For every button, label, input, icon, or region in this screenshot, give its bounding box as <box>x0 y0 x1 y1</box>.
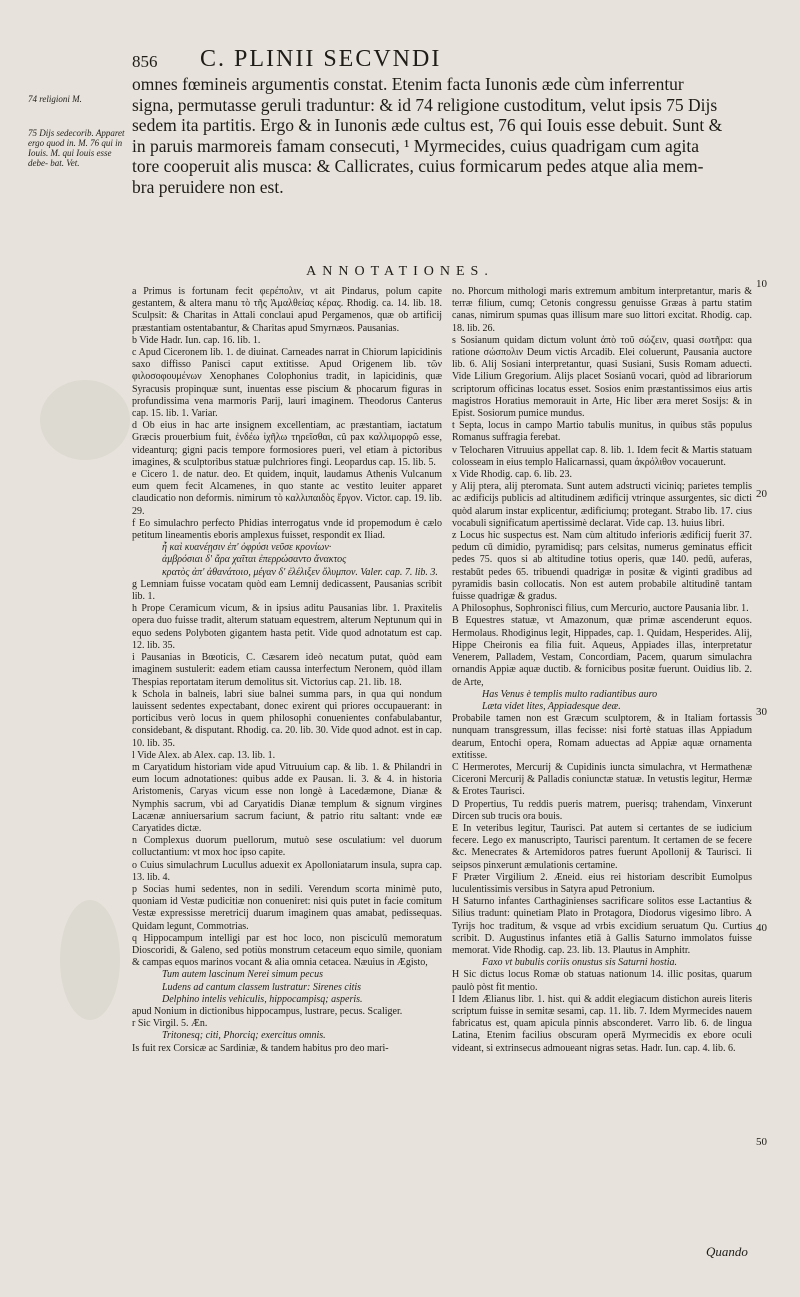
line-number-50: 50 <box>756 1136 767 1148</box>
annotation-p: p Socias humi sedentes, non in sedili. Verendum scorta minimè puto, quoniam id Vestæ pudicitiæ non conueniret: nisi quis putet in facie comitum Vestæ expressisse meretricij duarum imaginem quas amabat, pedissequas. Quidam legunt, Commotrias. <box>132 883 442 932</box>
annotation-B: B Equestres statuæ, vt Amazonum, quæ primæ ascenderunt equos. Hermolaus. Rhodiginus legit, Hippades, cap. 1. Quidam, Hesperides. Alij, Hippe Cheironis ea filia fuit. Aqueus, Appiades illas, interpretatur Venerem, Palladem, Vestam, Concordiam, Pacem, quarum simulachra ornandis Appiæ aquæ ductib. & fornicibus positæ fuerunt. Ouidius lib. 2. de Arte, <box>452 615 752 688</box>
annotation-r-cont: no. Phorcum mithologi maris extremum ambitum interpretantur, maris & terræ filium, cumq; Cetonis congressu genuisse Græas à partu statim canas, nimirum spumas quas illisum mare suo littori excitat. Rhodig. cap. 18. lib. 26. <box>452 286 752 334</box>
line-number-30: 30 <box>756 706 767 718</box>
main-text-line: in paruis marmoreis famam consecuti, ¹ Myrmecides, cuius quadrigam cum agita <box>132 135 700 156</box>
annotation-v: v Telocharen Vitruuius appellat cap. 8. lib. 1. Idem fecit & Martis statuam colosseam in eius templo Halicarnassi, quam ἀκρόλιθον vocauerunt. <box>452 444 752 468</box>
annotation-E: E In veteribus legitur, Taurisci. Pat autem si certantes de se iudicium fecere. Lego ex manuscripto, Taurisci parentum. It certamen de se fecere &c. Menecrates & Artemidoros patres fuerunt Apollonij & Taurisci. Ii seipsos pinxerunt æmulationis certamine. <box>452 822 752 871</box>
annotation-B-cont: Probabile tamen non est Græcum sculptorem, & in Italiam fortassis nunquam transgressum, illas fecisse: nisi fortè statuas illas Appiadum dearum, Entochi opera, Romam aduectas ad Appiæ aquæ ornamenta extitisse. <box>452 713 752 761</box>
running-head: C. PLINII SECVNDI <box>200 46 442 72</box>
annotation-m: m Caryatidum historiam vide apud Vitruuium cap. & lib. 1. & Philandri in eum locum adnotationes: quibus adde ex Pausan. li. 3. & 4. in historia Aristomenis, Caryas vicum esse non longè à Lacedæmone, Dianæ & Nymphis sacrum, vbi ad Caryatidis Dianæ templum & signum virgines Lacænæ anniuersarium sacrum faciunt, & patrio ritu saltant: vnde eæ Caryatides dictæ. <box>132 761 442 834</box>
main-text-line: bra peruidere non est. <box>132 176 284 197</box>
annotation-z: z Locus hic suspectus est. Nam cùm altitudo inferioris ædificij fuerit 37. pedum cū dimidio, pyramidisq; pars celsitas, numerus geminatus efficit pedes 75. quos si ab altitudine totius operis, quæ 140. pedū, auferas, restabūt pedes 65. tribuendi quadrigæ in positæ & viginti gradibus ad pyramidis basin collocatis. Non est autem probabile altitudinē tantam fuisse quadrigæ & gradus. <box>452 530 752 603</box>
annotation-g: g Lemniam fuisse vocatam quòd eam Lemnij dedicassent, Pausanias scribit lib. 1. <box>132 578 442 603</box>
annotation-c: c Apud Ciceronem lib. 1. de diuinat. Carneades narrat in Chiorum lapicidinis saxo diffisso Panisci caput extitisse. Apud Origenem lib. τῶν φιλοσοφουμένων Xenophanes Colophonius tradit, in lapicidinis, quæ Syracusis propinquæ sunt, inuentas esse piscium & phocarum figuras in profundissima vena marmoris Parij, lauri imaginem. Theodorus Canterus cap. 15. lib. 1. Variar. <box>132 347 442 420</box>
annotation-C: C Hermerotes, Mercurij & Cupidinis iuncta simulachra, vt Hermathenæ Ciceroni Mercurij & Palladis coniunctæ statuæ. In vetustis legitur, Hermæ & Erotes Taurisci. <box>452 761 752 798</box>
greek-verse: ἦ καὶ κυανέῃσιν ἐπ' ὀφρύσι νεῦσε κρονίων· <box>162 542 332 554</box>
catchword: Quando <box>706 1244 748 1259</box>
annotation-y: y Alij ptera, alij pteromata. Sunt autem adstructi viciniq; parietes templis ac ædificijs publicis ad altitudinem ædificij vtrinque assurgentes, sic dicti quòd alarum instar explicentur, ædificiumq; protegant. Strabo lib. 17. cius vocabuli significatum apertissimè declarat. Vide cap. 13. huius libri. <box>452 481 752 529</box>
annotation-q: q Hippocampum intelligi par est hoc loco, non pisciculū memoratum Dioscoridi, & Galeno, sed potiùs monstrum cetaceum equo simile, quoniam & campas equos marinos vocant & alia omnia cetacea. Næuius in Ægisto, <box>132 932 442 969</box>
annotation-h: h Prope Ceramicum vicum, & in ipsius aditu Pausanias libr. 1. Praxitelis opera duo fuisse tradit, alterum statuam equestrem, alterum Neptunum qui in equo sedens Polyboten gigantem hasta petit. Vide quod adnotatum est cap. 12. lib. 35. <box>132 603 442 651</box>
margin-note-74: 74 religioni M. <box>28 94 82 104</box>
verse-quote: Ludens ad cantum classem lustratur: Sirenes citis <box>162 981 362 993</box>
annotation-l: l Vide Alex. ab Alex. cap. 13. lib. 1. <box>132 749 276 761</box>
verse-quote: Læta videt lites, Appiadesque deæ. <box>482 700 621 712</box>
line-number-10: 10 <box>756 278 767 290</box>
annotation-a: a Primus is fortunam fecit φερέπολιν, vt ait Pindarus, polum capite gestantem, & altera manu τὸ τῆς Ἀμαλθείας κέρας. Rhodig. ca. 14. lib. 18. Sculpsit: & Charitas in Attali conclaui apud Pergamenos, quæ ob artificij præstantiam ostentabantur, & Charitas apud Smyrnæos. Pausanias. <box>132 286 442 334</box>
annotation-x: x Vide Rhodig. cap. 6. lib. 23. <box>452 469 573 481</box>
annotation-i: i Pausanias in Bœoticis, C. Cæsarem ideò necatum putat, quòd eam imaginem sustulerit: eadem etiam caussa interfectum Neronem, quòd illam Thespias reportatam iterum demolitus sit. Victorius cap. 21. lib. 18. <box>132 652 442 688</box>
main-text-line: tore cooperuit alis musca: & Callicrates, cuius formicarum pedes atque alia mem- <box>132 156 704 176</box>
annotation-d: d Ob eius in hac arte insignem excellentiam, ac præstantiam, iactatum Græcis prouerbium fuit, ἐνδέω ἰχῆλω τηρεῖσθαι, cû pax καλλιμορφῶ esse, videanturq; gigni pacis tempore formosiores pueri, vel etiam à pictoribus imagines, & sculptoribus statuæ pulchriores fingi. Leopardus cap. 15. lib. 5. <box>132 420 442 468</box>
annotation-H: H Saturno infantes Carthaginienses sacrificare solitos esse Lactantius & Silius tradunt: quinetiam Plato in Protagora, Diodorus vigesimo libro. A Tyrijs hoc traditum, & vsque ad vrbis excidium seruatum Qu. Curtius scribit. D. Augustinus infantes etiā à Gallis Saturno immolatos fuisse memorat. Vide Rhodig. cap. 23. lib. 13. Plautus in Amphitr. <box>452 896 752 956</box>
annotation-f: f Eo simulachro perfecto Phidias interrogatus vnde id propemodum è cælo petitum lineamentis eboris amplexus fuisset, respondit ex Iliad. <box>132 517 442 542</box>
annotation-F: F Præter Virgilium 2. Æneid. eius rei historiam describit Eumolpus luculentissimis versibus in Satyra apud Petronium. <box>452 871 752 895</box>
line-number-20: 20 <box>756 488 767 500</box>
greek-verse: ἀμβρόσιαι δ' ἄρα χαῖται ἐπερρώσαντο ἄνακτος <box>162 554 347 566</box>
annotation-D: D Propertius, Tu reddis pueris matrem, puerisq; trahendam, Vinxerunt Dircen sub trucis ora bouis. <box>452 798 752 822</box>
annotations-right-column <box>452 286 752 1055</box>
main-text-line: sedem ita partitis. Ergo & in Iunonis æde cultus est, 76 qui Iouis esse debuit. Sunt & <box>132 115 723 135</box>
verse-quote: Has Venus è templis multo radiantibus auro <box>482 688 658 700</box>
page-number: 856 <box>132 52 158 71</box>
annotations-title: ANNOTATIONES. <box>306 264 494 279</box>
annotation-r: r Sic Virgil. 5. Æn. <box>132 1018 208 1030</box>
verse-quote: Tum autem lascinum Nerei simum pecus <box>162 969 324 981</box>
main-text-line: signa, permutasse geruli traduntur: & id 74 religione custoditum, velut ipsis 75 Dijs <box>132 94 718 115</box>
annotation-o: o Cuius simulachrum Lucullus aduexit ex Apolloniatarum insula, supra cap. 13. lib. 4. <box>132 859 442 883</box>
annotation-t: t Septa, locus in campo Martio tabulis munitus, in quibus stās populus Romanus suffragia ferebat. <box>452 420 752 444</box>
annotation-s: s Sosianum quidam dictum volunt ἀπὸ τοῦ σώζειν, quasi σωτῆρα: qua ratione σώσπολιν Deum victis Arcadib. Elei coluerunt, Pausania auctore lib. 6. Alij Sosiani interpretantur, quasi Susiani, Susis Romam aduecti. Vide Lilium Gregorium. Alijs placet Sosianū vocari, quòd ad librariorum scriptorum officinas locatus esset. Sosios enim præstantissimos eius artis magistros Horatius memorauit in Arte, Hic liber æra meret Sosijs: & in Epist. Sosiorum pumice mundus. <box>452 334 752 420</box>
main-text-line: omnes fœmineis argumentis constat. Etenim facta Iunonis æde cùm inferrentur <box>132 74 684 94</box>
margin-note-75-76: 75 Dijs sedecorib. Apparet ergo quod in. M. 76 qui in Iouis. M. qui Iouis esse debe- bat. Vet. <box>28 128 125 168</box>
annotation-H2: H Sic dictus locus Romæ ob statuas nationum 14. illic positas, quarum paulò pòst fit mentio. <box>452 969 752 993</box>
annotation-A: A Philosophus, Sophronisci filius, cum Mercurio, auctore Pausania libr. 1. <box>452 603 749 615</box>
annotation-I: I Idem Ælianus libr. 1. hist. qui & addit elegiacum distichon aureis literis scriptum fuisse in semitæ sesami, cap. 11. lib. 7. Idem Myrmecides nauem fabricatus est, quam apicula pinnis absconderet. Varro lib. 6. de lingua Latina, Etenim facilius obscuram operā Myrmecidis ex ebore oculi videant, si extrinsecus admoueant nigras setas. Hadr. Iun. cap. 4. lib. 6. <box>452 993 752 1054</box>
annotation-n: n Complexus duorum puellorum, mutuò sese osculatium: vel duorum colluctantium: vt mox hoc ipso capite. <box>132 835 442 859</box>
greek-verse: κρατὸς ἀπ' ἀθανάτοιο, μέγαν δ' ἐλέλιξεν ὄλυμπον. Valer. cap. 7. lib. 3. <box>162 566 438 578</box>
annotation-k: k Schola in balneis, labri siue balnei summa pars, in qua qui nondum lauissent sedentes expectabant, donec exirent qui priores occupauerant: in porticibus verò locus in quem philosophi conuenientes confabulabantur, considebant, & disputant. Rhodig. ca. 20. lib. 30. Vide quod adnot. est in cap. 10. lib. 35. <box>132 688 442 749</box>
annotation-r-cont: Is fuit rex Corsicæ ac Sardiniæ, & tandem habitus pro deo mari- <box>132 1042 389 1054</box>
verse-quote: Faxo vt bubulis coriis onustus sis Saturni hostia. <box>482 957 678 969</box>
verse-quote: Delphino intelis vehiculis, hippocampisq; asperis. <box>162 993 363 1005</box>
annotation-b: b Vide Hadr. Iun. cap. 16. lib. 1. <box>132 334 261 346</box>
annotation-q-cont: apud Nonium in dictionibus hippocampus, lustrare, pecus. Scaliger. <box>132 1005 403 1017</box>
line-number-40: 40 <box>756 922 767 934</box>
annotation-e: e Cicero 1. de natur. deo. Et quidem, inquit, laudamus Athenis Vulcanum eum quem fecit Alcamenes, in quo stante ac vestito leuiter apparet claudicatio non deformis. nimirum τὸ καλλιπαιδὸς ἔργον. Victor. cap. 19. lib. 29. <box>132 469 442 517</box>
main-text <box>132 74 762 197</box>
annotations-left-column <box>132 286 442 1055</box>
verse-quote: Tritonesq; citi, Phorciq; exercitus omnis. <box>162 1030 326 1042</box>
